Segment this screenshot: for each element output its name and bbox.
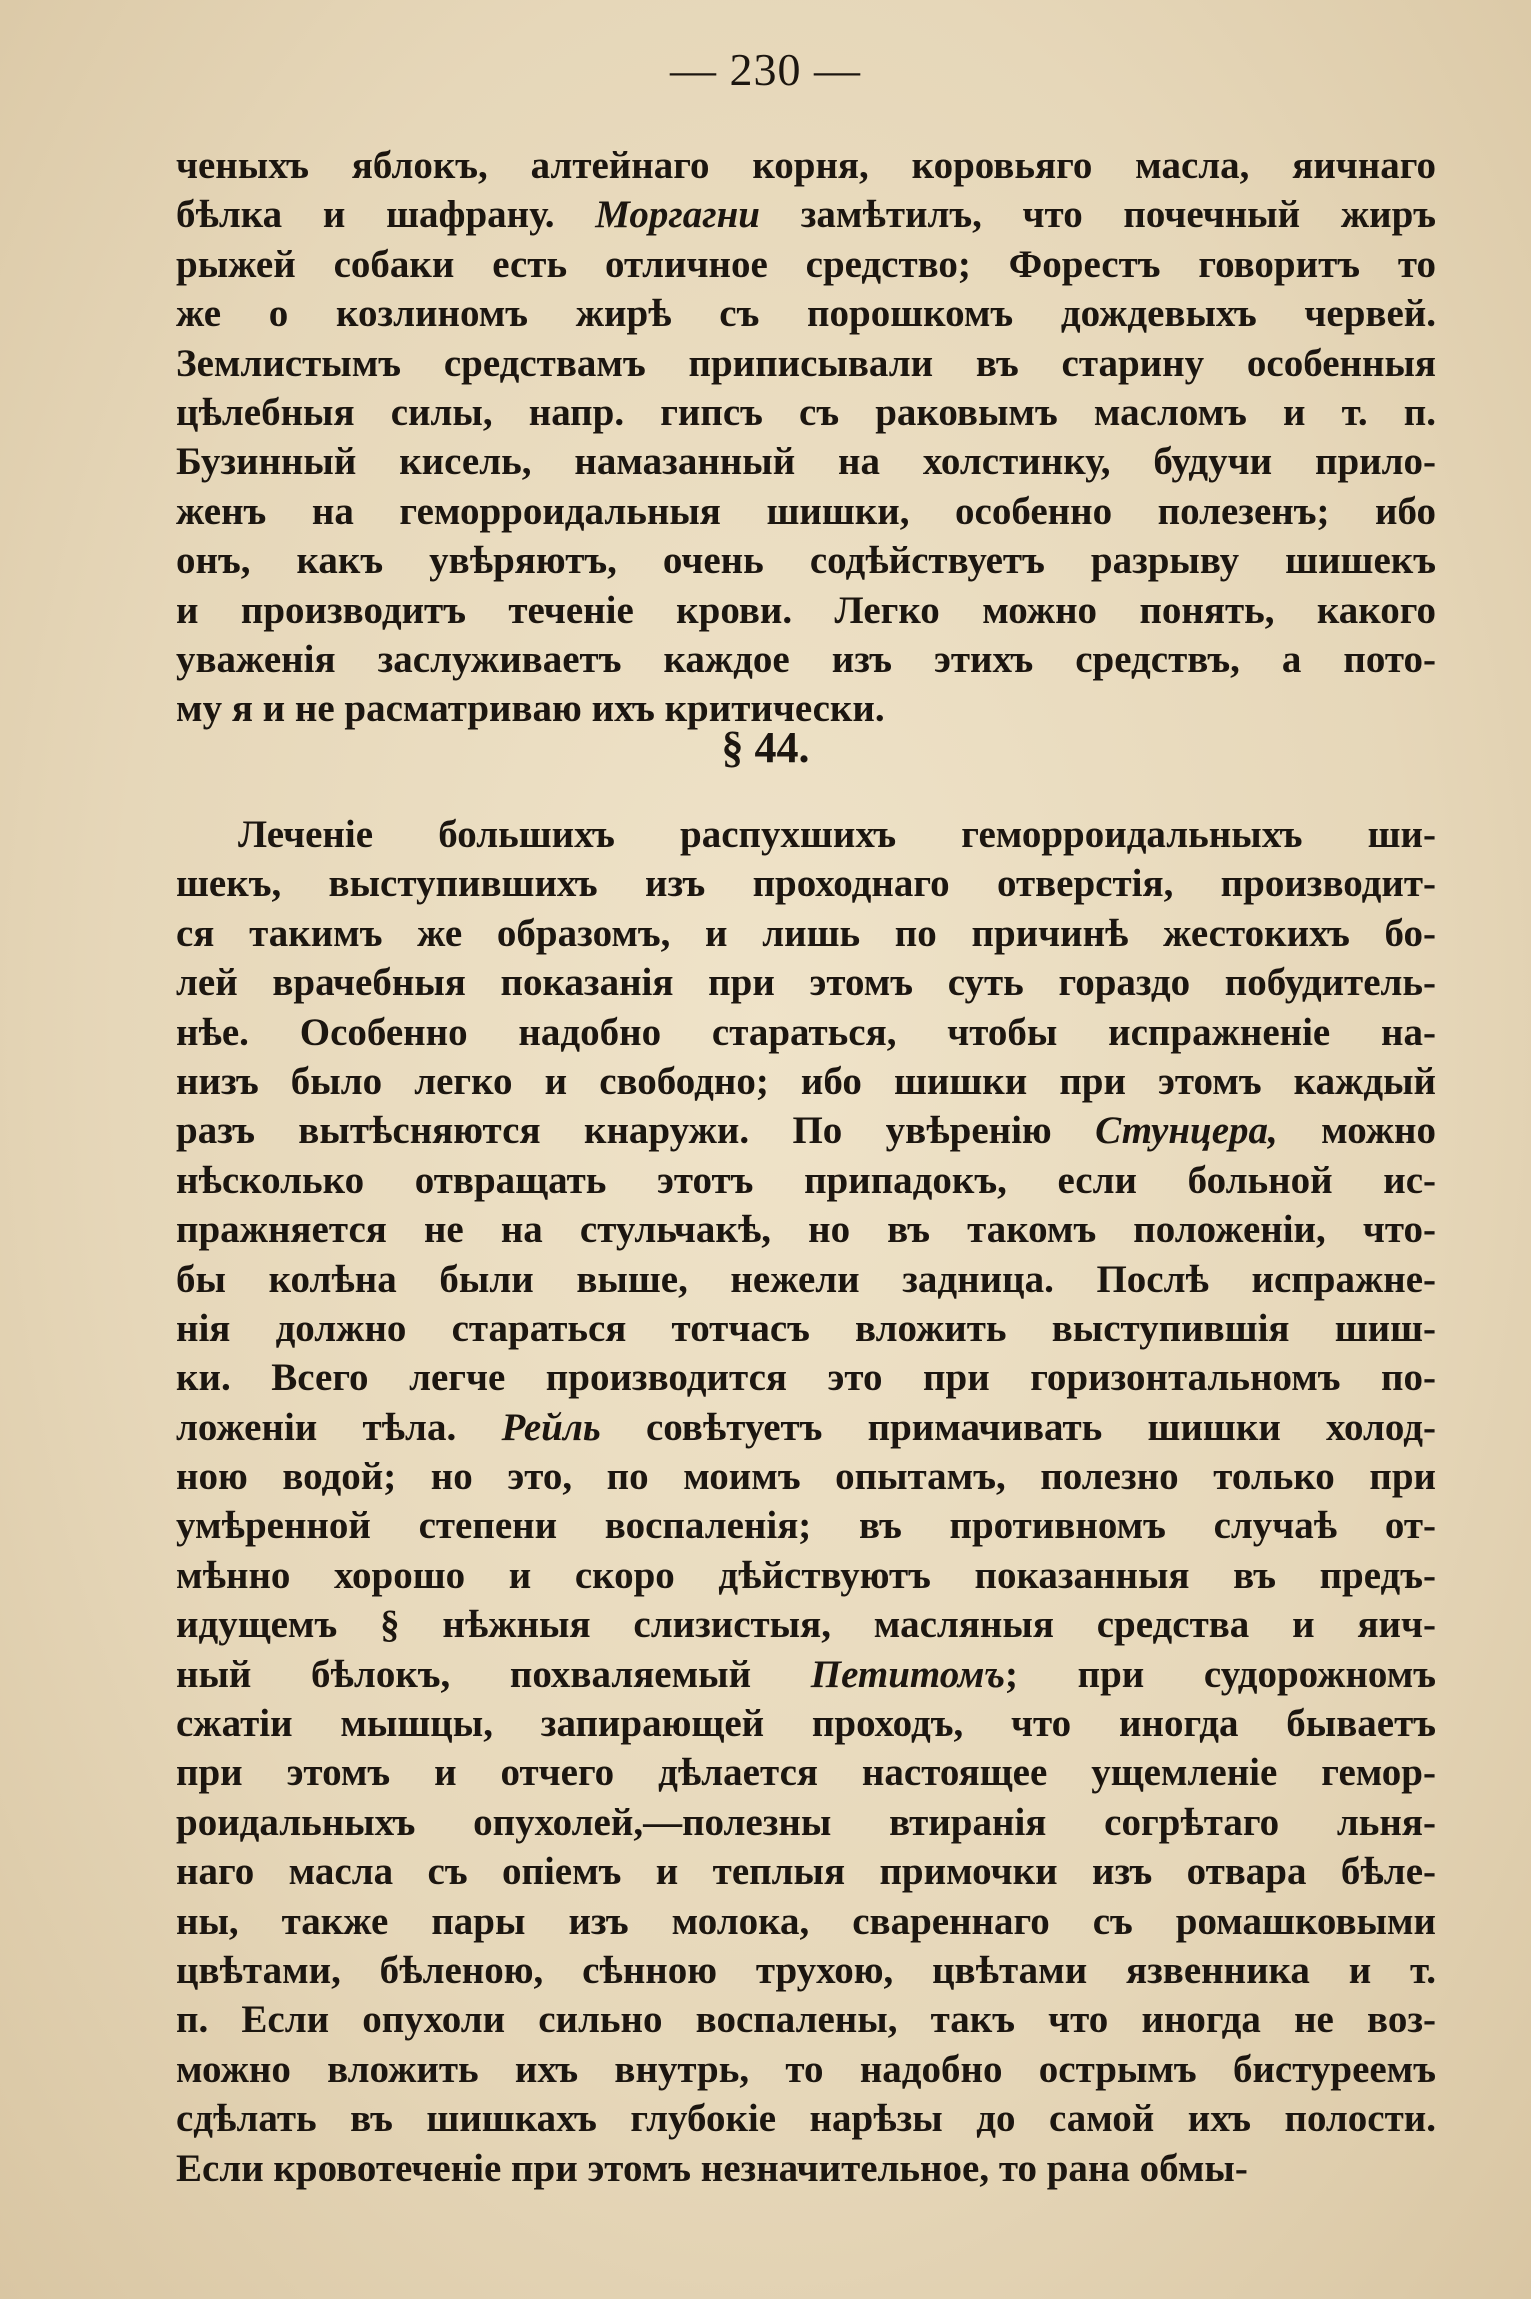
text-line: сжатіи мышцы, запирающей проходъ, что иногда бываетъ (176, 1702, 1436, 1746)
text-line: ложеніи тѣла. Рейль совѣтуетъ примачивать шишки холод- (176, 1405, 1436, 1449)
text-line: умѣренной степени воспаленія; въ противномъ случаѣ от- (176, 1504, 1436, 1548)
author-name: Стунцера, (1095, 1109, 1278, 1153)
main-paragraph (176, 810, 1436, 2193)
text-line: му я и не расматриваю ихъ критически. (176, 687, 885, 731)
text-line: низъ было легко и свободно; ибо шишки при этомъ каждый (176, 1059, 1436, 1103)
text-line: уваженія заслуживаетъ каждое изъ этихъ средствъ, а пото- (176, 637, 1436, 681)
top-paragraph (176, 141, 1436, 734)
page-number: — 230 — (670, 44, 861, 95)
text-line: бы колѣна были выше, нежели задница. Послѣ испражне- (176, 1257, 1436, 1301)
section-heading: § 44. (721, 723, 810, 772)
text-line: Землистымъ средствамъ приписывали въ старину особенныя (176, 341, 1436, 385)
text-line: идущемъ § нѣжныя слизистыя, масляныя средства и яич- (176, 1603, 1436, 1647)
text-line: при этомъ и отчего дѣлается настоящее ущемленіе гемор- (176, 1751, 1436, 1795)
text-line: бѣлка и шафрану. Моргагни замѣтилъ, что почечный жиръ (176, 193, 1436, 237)
text-line: ны, также пары изъ молока, свареннаго съ ромашковыми (176, 1899, 1436, 1943)
text-line: онъ, какъ увѣряютъ, очень содѣйствуетъ разрыву шишекъ (176, 539, 1436, 583)
text-line: роидальныхъ опухолей,—полезны втиранія согрѣтаго льня- (176, 1800, 1436, 1844)
text-line: п. Если опухоли сильно воспалены, такъ что иногда не воз- (176, 1998, 1436, 2042)
text-line: ченыхъ яблокъ, алтейнаго корня, коровьяго масла, яичнаго (176, 144, 1436, 187)
text-line: цвѣтами, бѣленою, сѣнною трухою, цвѣтами язвенника и т. (176, 1948, 1436, 1992)
text-line: разъ вытѣсняются кнаружи. По увѣренію Стунцера, можно (176, 1109, 1436, 1153)
text-line: цѣлебныя силы, напр. гипсъ съ раковымъ масломъ и т. п. (176, 390, 1436, 434)
text-line: сдѣлать въ шишкахъ глубокіе нарѣзы до самой ихъ полости. (176, 2097, 1436, 2141)
author-name: Петитомъ (810, 1652, 1005, 1696)
text-line: же о козлиномъ жирѣ съ порошкомъ дождевыхъ червей. (176, 292, 1436, 336)
text-line: ки. Всего легче производится это при горизонтальномъ по- (176, 1356, 1436, 1400)
text-line: нія должно стараться тотчасъ вложить выступившія шиш- (176, 1306, 1436, 1350)
text-line: пражняется не на стульчакѣ, но въ такомъ положеніи, что- (176, 1208, 1436, 1252)
text-line: нѣе. Особенно надобно стараться, чтобы испражненіе на- (176, 1010, 1436, 1054)
text-line: мѣнно хорошо и скоро дѣйствуютъ показанныя въ предъ- (176, 1553, 1436, 1597)
text-line: женъ на геморроидальныя шишки, особенно полезенъ; ибо (176, 489, 1436, 533)
text-line: Бузинный кисель, намазанный на холстинку, будучи прило- (176, 440, 1436, 484)
text-line: наго масла съ опіемъ и теплыя примочки изъ отвара бѣле- (176, 1850, 1436, 1894)
text-line: ною водой; но это, по моимъ опытамъ, полезно только при (176, 1455, 1436, 1499)
text-line: можно вложить ихъ внутрь, то надобно острымъ бистуреемъ (176, 2047, 1436, 2091)
text-line: Леченіе большихъ распухшихъ геморроидальныхъ ши- (238, 813, 1436, 856)
text-line: Если кровотеченіе при этомъ незначительное, то рана обмы- (176, 2146, 1248, 2190)
text-line: ный бѣлокъ, похваляемый Петитомъ; при судорожномъ (176, 1652, 1436, 1696)
text-line: лей врачебныя показанія при этомъ суть гораздо побудитель- (176, 961, 1436, 1005)
author-name: Рейль (501, 1405, 601, 1449)
text-line: ся такимъ же образомъ, и лишь по причинѣ жестокихъ бо- (176, 911, 1436, 955)
text-line: и производитъ теченіе крови. Легко можно понять, какого (176, 588, 1436, 632)
text-line: нѣсколько отвращать этотъ припадокъ, если больной ис- (176, 1158, 1436, 1202)
author-name: Моргагни (595, 193, 760, 237)
text-line: рыжей собаки есть отличное средство; Форестъ говоритъ то (176, 242, 1436, 286)
text-line: шекъ, выступившихъ изъ проходнаго отверстія, производит- (176, 862, 1436, 906)
